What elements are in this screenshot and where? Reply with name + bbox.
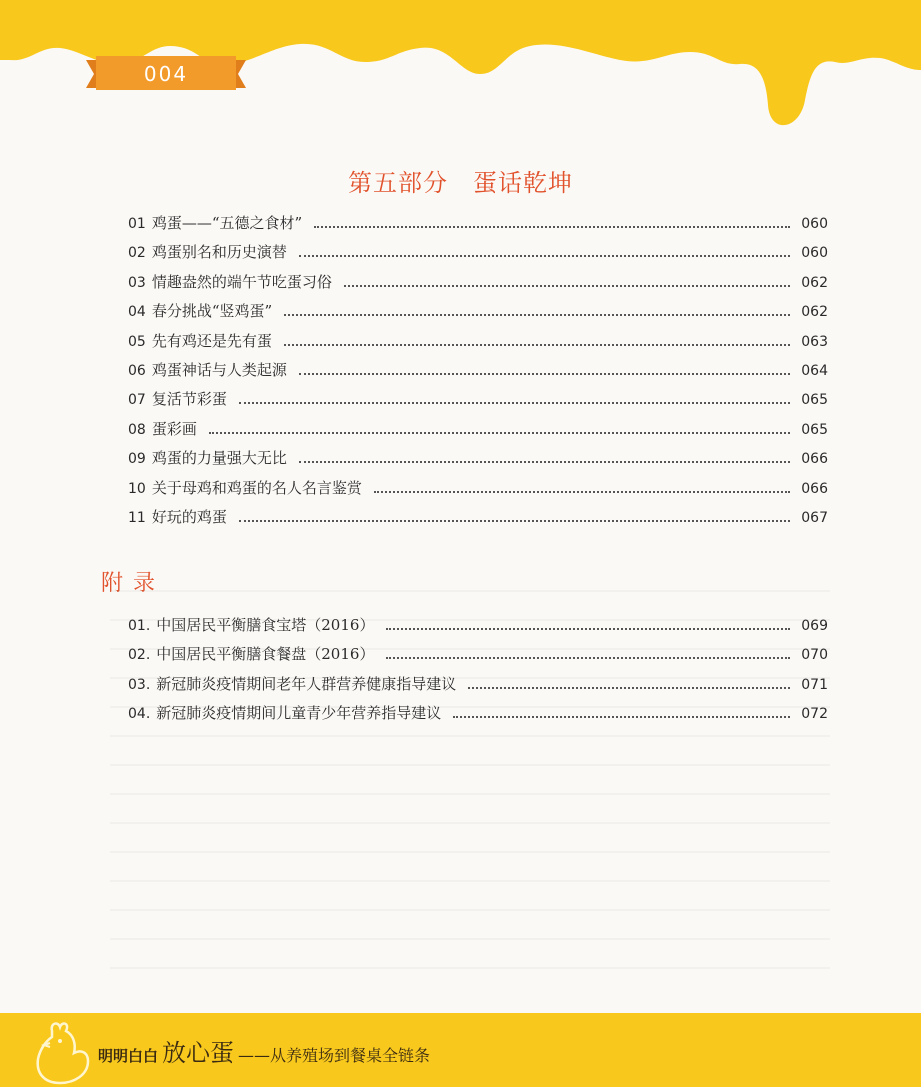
toc-page: 064 — [801, 362, 828, 379]
leader-dots — [299, 254, 790, 257]
toc-title: 好玩的鸡蛋 — [151, 507, 227, 526]
toc-page: 060 — [801, 216, 828, 232]
leader-dots — [209, 431, 790, 434]
brand-small: 明明白白 — [98, 1047, 159, 1065]
toc-row[interactable] — [128, 477, 828, 506]
toc-title: 鸡蛋别名和历史演替 — [151, 243, 287, 262]
toc-number: 10 — [128, 480, 146, 497]
toc-page: 063 — [801, 333, 828, 350]
toc-page: 065 — [801, 421, 828, 438]
toc-number: 01. — [128, 618, 151, 634]
toc-number: 01 — [128, 216, 146, 232]
toc-number: 07 — [128, 392, 146, 409]
toc-row[interactable] — [128, 359, 828, 388]
toc-row[interactable] — [128, 241, 828, 270]
toc-title: 关于母鸡和鸡蛋的名人名言鉴赏 — [151, 478, 362, 497]
toc-row[interactable] — [128, 643, 828, 672]
leader-dots — [299, 372, 790, 375]
toc-title: 中国居民平衡膳食宝塔（2016） — [156, 616, 375, 634]
toc-row[interactable] — [128, 212, 828, 241]
section-toc — [128, 212, 828, 535]
toc-title: 新冠肺炎疫情期间儿童青少年营养指导建议 — [156, 704, 442, 723]
leader-dots — [468, 686, 790, 689]
brand-big: 放心蛋 — [162, 1039, 235, 1067]
toc-number: 02 — [128, 245, 146, 262]
toc-row[interactable] — [128, 271, 828, 300]
toc-row[interactable] — [128, 447, 828, 476]
toc-title: 鸡蛋——“五德之食材” — [151, 214, 303, 232]
leader-dots — [239, 519, 790, 522]
toc-number: 04. — [128, 706, 151, 723]
toc-page: 062 — [801, 274, 828, 291]
leader-dots — [453, 715, 790, 718]
toc-title: 情趣盎然的端午节吃蛋习俗 — [151, 272, 332, 291]
book-brand — [98, 1033, 430, 1068]
toc-page: 072 — [801, 706, 828, 723]
toc-title: 复活节彩蛋 — [151, 390, 227, 409]
toc-title: 鸡蛋神话与人类起源 — [151, 360, 287, 379]
toc-page: 066 — [801, 480, 828, 497]
toc-row[interactable] — [128, 388, 828, 417]
toc-row[interactable] — [128, 614, 828, 643]
page-number: 004 — [143, 62, 189, 86]
leader-dots — [284, 313, 790, 316]
toc-title: 春分挑战“竖鸡蛋” — [151, 302, 273, 321]
footer-band — [0, 1013, 921, 1087]
leader-dots — [299, 460, 790, 463]
toc-title: 先有鸡还是先有蛋 — [151, 331, 272, 350]
toc-title: 蛋彩画 — [151, 419, 197, 438]
toc-page: 070 — [801, 647, 828, 664]
toc-row[interactable] — [128, 418, 828, 447]
toc-number: 08 — [128, 421, 146, 438]
leader-dots — [314, 225, 790, 228]
hen-icon — [30, 1015, 94, 1085]
toc-title: 鸡蛋的力量强大无比 — [151, 449, 287, 468]
leader-dots — [344, 284, 790, 287]
toc-row[interactable] — [128, 330, 828, 359]
toc-title: 中国居民平衡膳食餐盘（2016） — [156, 645, 375, 664]
brand-subtitle: ——从养殖场到餐桌全链条 — [238, 1046, 431, 1065]
toc-row[interactable] — [128, 506, 828, 535]
toc-page: 062 — [801, 304, 828, 321]
toc-number: 06 — [128, 362, 146, 379]
leader-dots — [284, 343, 790, 346]
toc-number: 04 — [128, 304, 146, 321]
appendix-title: 附录 — [101, 571, 166, 596]
toc-page: 060 — [801, 245, 828, 262]
toc-page: 066 — [801, 451, 828, 468]
toc-page: 069 — [801, 618, 828, 634]
page-number-badge — [86, 54, 246, 94]
leader-dots — [386, 656, 790, 659]
toc-row[interactable] — [128, 673, 828, 702]
toc-page: 065 — [801, 392, 828, 409]
toc-number: 02. — [128, 647, 151, 664]
section-title: 第五部分 蛋话乾坤 — [348, 169, 573, 197]
toc-number: 09 — [128, 451, 146, 468]
toc-number: 05 — [128, 333, 146, 350]
toc-number: 03. — [128, 676, 151, 693]
appendix-toc — [128, 614, 828, 732]
leader-dots — [374, 490, 790, 493]
leader-dots — [386, 627, 790, 630]
toc-title: 新冠肺炎疫情期间老年人群营养健康指导建议 — [156, 674, 457, 693]
toc-number: 11 — [128, 509, 146, 526]
toc-number: 03 — [128, 274, 146, 291]
toc-page: 071 — [801, 676, 828, 693]
leader-dots — [239, 401, 790, 404]
toc-row[interactable] — [128, 300, 828, 329]
toc-page: 067 — [801, 509, 828, 526]
toc-row[interactable] — [128, 702, 828, 731]
